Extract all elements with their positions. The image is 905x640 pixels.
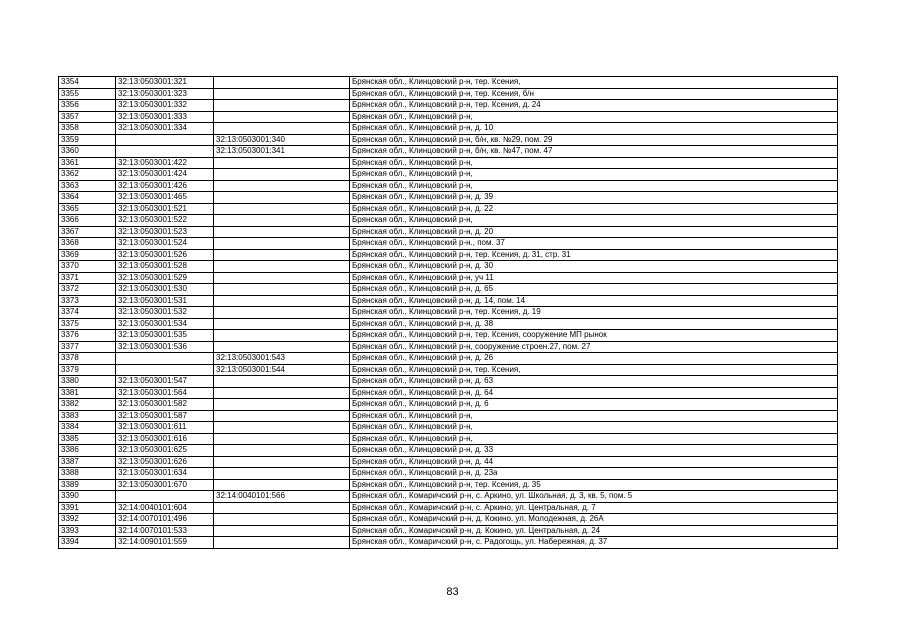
row-number-cell: 3361 [59,157,116,169]
address-cell: Брянская обл., Клинцовский р-н, д. 63 [350,376,838,388]
cadastral-number-cell: 32:13:0503001:333 [116,111,214,123]
cadastral-number-cell: 32:13:0503001:332 [116,100,214,112]
row-number-cell: 3383 [59,410,116,422]
cadastral-number-cell: 32:13:0503001:526 [116,249,214,261]
row-number-cell: 3364 [59,192,116,204]
address-cell: Брянская обл., Клинцовский р-н, д. 44 [350,456,838,468]
cadastral-number-alt-cell [214,180,350,192]
cadastral-number-alt-cell [214,215,350,227]
address-cell: Брянская обл., Клинцовский р-н, [350,169,838,181]
table-row [59,180,838,192]
row-number-cell: 3390 [59,491,116,503]
cadastral-number-alt-cell [214,100,350,112]
address-cell: Брянская обл., Клинцовский р-н, б/н, кв. №47, пом. 47 [350,146,838,158]
cadastral-number-alt-cell [214,525,350,537]
row-number-cell: 3389 [59,479,116,491]
cadastral-number-alt-cell [214,456,350,468]
cadastral-number-cell: 32:13:0503001:670 [116,479,214,491]
cadastral-number-alt-cell [214,537,350,549]
table-row [59,238,838,250]
table-row [59,330,838,342]
table-row [59,226,838,238]
cadastral-number-alt-cell [214,238,350,250]
address-cell: Брянская обл., Клинцовский р-н, сооружение строен.27, пом. 27 [350,341,838,353]
table-row [59,456,838,468]
address-cell: Брянская обл., Клинцовский р-н, [350,410,838,422]
table-row [59,146,838,158]
cadastral-number-alt-cell [214,111,350,123]
address-cell: Брянская обл., Клинцовский р-н., пом. 37 [350,238,838,250]
cadastral-number-alt-cell [214,445,350,457]
cadastral-number-alt-cell [214,203,350,215]
address-cell: Брянская обл., Клинцовский р-н, д. 64 [350,387,838,399]
row-number-cell: 3355 [59,88,116,100]
cadastral-number-cell: 32:13:0503001:564 [116,387,214,399]
address-cell: Брянская обл., Клинцовский р-н, тер. Ксения, д. 24 [350,100,838,112]
cadastral-number-cell: 32:13:0503001:535 [116,330,214,342]
address-cell: Брянская обл., Клинцовский р-н, тер. Ксения, [350,77,838,89]
table-row [59,134,838,146]
table-row [59,502,838,514]
table-row [59,376,838,388]
address-cell: Брянская обл., Клинцовский р-н, [350,215,838,227]
cadastral-number-alt-cell [214,376,350,388]
cadastral-number-alt-cell [214,226,350,238]
cadastral-number-cell [116,491,214,503]
address-cell: Брянская обл., Клинцовский р-н, д. 14, пом. 14 [350,295,838,307]
address-cell: Брянская обл., Клинцовский р-н, тер. Ксения, д. 19 [350,307,838,319]
cadastral-number-cell: 32:13:0503001:532 [116,307,214,319]
table-row [59,525,838,537]
row-number-cell: 3360 [59,146,116,158]
cadastral-number-cell: 32:13:0503001:523 [116,226,214,238]
address-cell: Брянская обл., Клинцовский р-н, д. 39 [350,192,838,204]
cadastral-number-alt-cell [214,410,350,422]
table-body [59,77,838,549]
cadastral-number-cell: 32:13:0503001:530 [116,284,214,296]
cadastral-number-alt-cell [214,468,350,480]
row-number-cell: 3372 [59,284,116,296]
row-number-cell: 3378 [59,353,116,365]
cadastral-number-cell: 32:13:0503001:611 [116,422,214,434]
row-number-cell: 3376 [59,330,116,342]
row-number-cell: 3387 [59,456,116,468]
cadastral-number-alt-cell [214,330,350,342]
page-number: 83 [446,586,459,598]
row-number-cell: 3392 [59,514,116,526]
address-cell: Брянская обл., Комаричский р-н, д. Кокино, ул. Молодежная, д. 26А [350,514,838,526]
row-number-cell: 3380 [59,376,116,388]
address-cell: Брянская обл., Клинцовский р-н, д. 65 [350,284,838,296]
table-row [59,88,838,100]
cadastral-number-cell: 32:13:0503001:426 [116,180,214,192]
table-row [59,261,838,273]
cadastral-number-cell: 32:13:0503001:625 [116,445,214,457]
table-row [59,169,838,181]
cadastral-number-alt-cell [214,307,350,319]
row-number-cell: 3381 [59,387,116,399]
cadastral-number-alt-cell [214,169,350,181]
table-row [59,100,838,112]
address-cell: Брянская обл., Клинцовский р-н, д. 30 [350,261,838,273]
cadastral-number-cell [116,134,214,146]
cadastral-number-cell: 32:13:0503001:587 [116,410,214,422]
table-row [59,433,838,445]
cadastral-number-alt-cell [214,284,350,296]
cadastral-number-alt-cell [214,88,350,100]
row-number-cell: 3377 [59,341,116,353]
row-number-cell: 3370 [59,261,116,273]
address-cell: Брянская обл., Клинцовский р-н, [350,111,838,123]
table-row [59,468,838,480]
table-row [59,272,838,284]
cadastral-number-alt-cell: 32:13:0503001:341 [214,146,350,158]
cadastral-number-cell: 32:13:0503001:424 [116,169,214,181]
cadastral-number-cell: 32:13:0503001:626 [116,456,214,468]
address-cell: Брянская обл., Клинцовский р-н, д. 6 [350,399,838,411]
row-number-cell: 3373 [59,295,116,307]
row-number-cell: 3391 [59,502,116,514]
row-number-cell: 3379 [59,364,116,376]
table-row [59,399,838,411]
cadastral-number-cell: 32:14:0040101:604 [116,502,214,514]
table-row [59,341,838,353]
table-row [59,537,838,549]
address-cell: Брянская обл., Клинцовский р-н, д. 38 [350,318,838,330]
table-row [59,295,838,307]
cadastral-number-cell: 32:13:0503001:582 [116,399,214,411]
property-table [58,76,838,549]
address-cell: Брянская обл., Клинцовский р-н, [350,422,838,434]
cadastral-number-alt-cell: 32:13:0503001:544 [214,364,350,376]
table-row [59,353,838,365]
table-row [59,364,838,376]
table-row [59,192,838,204]
cadastral-number-alt-cell [214,249,350,261]
table-row [59,203,838,215]
address-cell: Брянская обл., Клинцовский р-н, [350,180,838,192]
table-row [59,491,838,503]
table-row [59,514,838,526]
table-row [59,410,838,422]
table-row [59,123,838,135]
address-cell: Брянская обл., Комаричский р-н, с. Аркино, ул. Школьная, д. 3, кв. 5, пом. 5 [350,491,838,503]
table-row [59,157,838,169]
table-row [59,307,838,319]
cadastral-number-cell: 32:13:0503001:536 [116,341,214,353]
address-cell: Брянская обл., Клинцовский р-н, д. 20 [350,226,838,238]
address-cell: Брянская обл., Клинцовский р-н, тер. Ксения, д. 35 [350,479,838,491]
cadastral-number-alt-cell: 32:14:0040101:566 [214,491,350,503]
cadastral-number-alt-cell [214,192,350,204]
table-row [59,318,838,330]
address-cell: Брянская обл., Комаричский р-н, с. Радогощь, ул. Набережная, д. 37 [350,537,838,549]
row-number-cell: 3386 [59,445,116,457]
cadastral-number-alt-cell [214,272,350,284]
cadastral-number-alt-cell [214,123,350,135]
table-row [59,284,838,296]
cadastral-number-cell: 32:14:0070101:533 [116,525,214,537]
address-cell: Брянская обл., Клинцовский р-н, д. 26 [350,353,838,365]
row-number-cell: 3384 [59,422,116,434]
address-cell: Брянская обл., Клинцовский р-н, тер. Ксения, д. 31, стр. 31 [350,249,838,261]
cadastral-number-alt-cell [214,318,350,330]
cadastral-number-cell: 32:13:0503001:534 [116,318,214,330]
cadastral-number-cell: 32:13:0503001:531 [116,295,214,307]
cadastral-number-cell: 32:13:0503001:528 [116,261,214,273]
cadastral-number-alt-cell [214,502,350,514]
cadastral-number-alt-cell [214,422,350,434]
address-cell: Брянская обл., Клинцовский р-н, д. 23а [350,468,838,480]
row-number-cell: 3388 [59,468,116,480]
cadastral-number-cell: 32:13:0503001:465 [116,192,214,204]
cadastral-number-alt-cell [214,295,350,307]
table-row [59,249,838,261]
table-row [59,215,838,227]
row-number-cell: 3362 [59,169,116,181]
address-cell: Брянская обл., Клинцовский р-н, тер. Ксения, б/н [350,88,838,100]
cadastral-number-cell [116,353,214,365]
row-number-cell: 3394 [59,537,116,549]
cadastral-number-cell: 32:13:0503001:321 [116,77,214,89]
address-cell: Брянская обл., Клинцовский р-н, тер. Ксения, сооружение МП рынок [350,330,838,342]
address-cell: Брянская обл., Клинцовский р-н, [350,157,838,169]
address-cell: Брянская обл., Клинцовский р-н, д. 22 [350,203,838,215]
row-number-cell: 3365 [59,203,116,215]
cadastral-number-alt-cell [214,77,350,89]
table-row [59,77,838,89]
row-number-cell: 3358 [59,123,116,135]
row-number-cell: 3369 [59,249,116,261]
address-cell: Брянская обл., Клинцовский р-н, д. 33 [350,445,838,457]
cadastral-number-cell: 32:13:0503001:634 [116,468,214,480]
cadastral-number-cell: 32:13:0503001:524 [116,238,214,250]
cadastral-number-cell: 32:14:0070101:496 [116,514,214,526]
table-row [59,445,838,457]
table-row [59,111,838,123]
address-cell: Брянская обл., Комаричский р-н, д. Кокино, ул. Центральная, д. 24 [350,525,838,537]
table-row [59,387,838,399]
cadastral-number-alt-cell [214,433,350,445]
row-number-cell: 3354 [59,77,116,89]
row-number-cell: 3393 [59,525,116,537]
row-number-cell: 3357 [59,111,116,123]
address-cell: Брянская обл., Комаричский р-н, с. Аркино, ул. Центральная, д. 7 [350,502,838,514]
row-number-cell: 3374 [59,307,116,319]
table-row [59,422,838,434]
cadastral-number-cell [116,364,214,376]
row-number-cell: 3382 [59,399,116,411]
cadastral-number-cell: 32:13:0503001:529 [116,272,214,284]
cadastral-number-cell: 32:13:0503001:616 [116,433,214,445]
row-number-cell: 3385 [59,433,116,445]
row-number-cell: 3356 [59,100,116,112]
cadastral-number-cell: 32:13:0503001:334 [116,123,214,135]
row-number-cell: 3375 [59,318,116,330]
address-cell: Брянская обл., Клинцовский р-н, [350,433,838,445]
cadastral-number-cell: 32:13:0503001:422 [116,157,214,169]
address-cell: Брянская обл., Клинцовский р-н, уч 11 [350,272,838,284]
cadastral-number-cell: 32:13:0503001:547 [116,376,214,388]
row-number-cell: 3371 [59,272,116,284]
cadastral-number-cell [116,146,214,158]
cadastral-number-alt-cell [214,399,350,411]
cadastral-number-cell: 32:13:0503001:323 [116,88,214,100]
address-cell: Брянская обл., Клинцовский р-н, д. 10 [350,123,838,135]
cadastral-number-alt-cell: 32:13:0503001:543 [214,353,350,365]
table-row [59,479,838,491]
cadastral-number-alt-cell [214,479,350,491]
row-number-cell: 3363 [59,180,116,192]
row-number-cell: 3366 [59,215,116,227]
cadastral-number-alt-cell [214,157,350,169]
row-number-cell: 3359 [59,134,116,146]
row-number-cell: 3368 [59,238,116,250]
cadastral-number-alt-cell: 32:13:0503001:340 [214,134,350,146]
address-cell: Брянская обл., Клинцовский р-н, тер. Ксения, [350,364,838,376]
cadastral-number-alt-cell [214,261,350,273]
address-cell: Брянская обл., Клинцовский р-н, б/н, кв. №29, пом. 29 [350,134,838,146]
cadastral-number-cell: 32:13:0503001:522 [116,215,214,227]
cadastral-number-alt-cell [214,341,350,353]
cadastral-number-cell: 32:14:0090101:559 [116,537,214,549]
cadastral-number-alt-cell [214,387,350,399]
cadastral-number-cell: 32:13:0503001:521 [116,203,214,215]
row-number-cell: 3367 [59,226,116,238]
cadastral-number-alt-cell [214,514,350,526]
